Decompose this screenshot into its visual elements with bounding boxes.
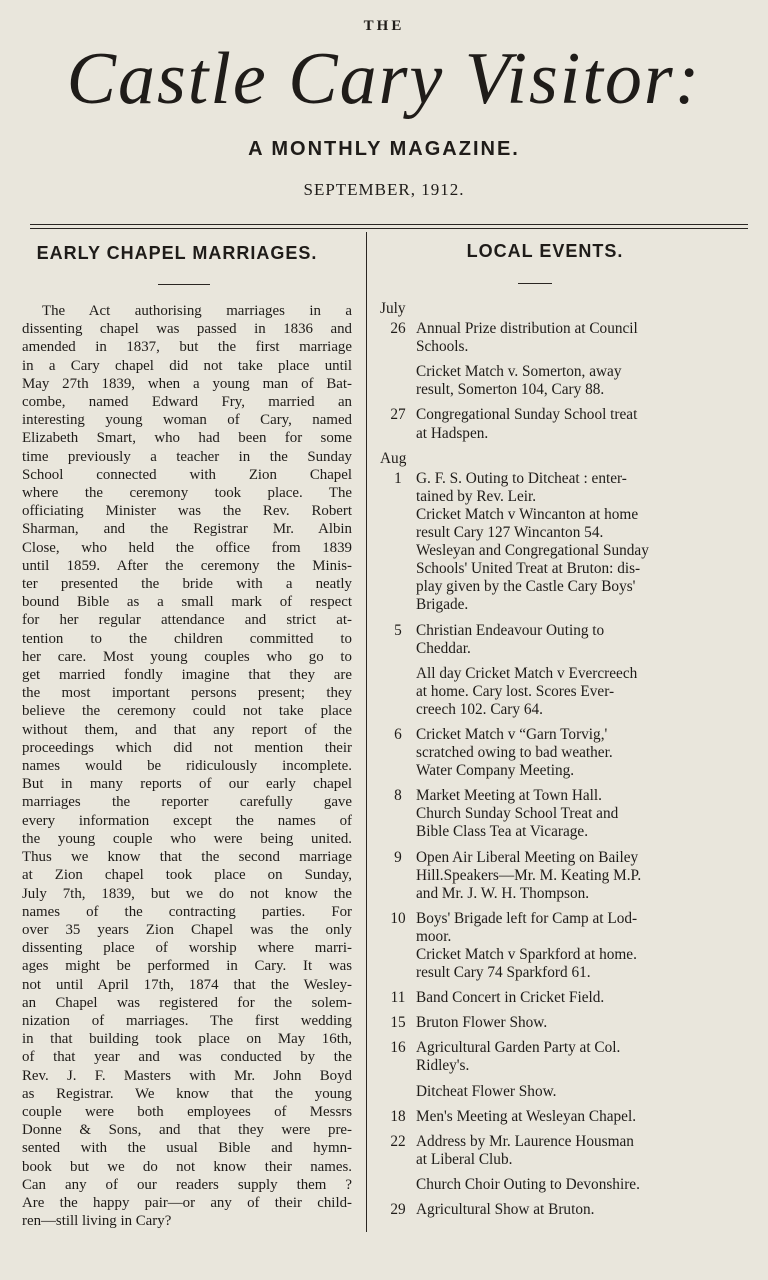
article-line: for her regular attendance and strict at-: [22, 612, 352, 629]
event-item: [380, 726, 716, 780]
event-line: Ditcheat Flower Show.: [416, 1082, 557, 1100]
event-item: [380, 1176, 716, 1194]
article-line: Donne & Sons, and that they were pre-: [22, 1122, 352, 1139]
event-text: [416, 787, 716, 841]
article-body: [22, 302, 352, 1230]
article-line: get married fondly imagine that they are: [22, 667, 352, 684]
article-line: combe, named Edward Fry, married an: [22, 394, 352, 411]
month-label: July: [380, 300, 406, 317]
event-item: [380, 320, 716, 356]
masthead-subtitle: A MONTHLY MAGAZINE.: [248, 138, 520, 160]
article-line: the young couple who were being united.: [22, 830, 352, 847]
article-line: nization of marriages. The first wedding: [22, 1012, 352, 1029]
article-line: ages might be performed in Cary. It was: [22, 958, 352, 975]
event-line: tained by Rev. Leir.: [416, 487, 537, 505]
event-line: Church Choir Outing to Devonshire.: [416, 1175, 640, 1193]
article-line: Are the happy pair—or any of their child-: [22, 1194, 352, 1211]
article-line: marriages the reporter carefully gave: [22, 794, 352, 811]
article-line: Sharman, and the Registrar Mr. Albin: [22, 521, 352, 538]
event-item: [380, 406, 716, 442]
article-heading: EARLY CHAPEL MARRIAGES.: [36, 243, 318, 263]
event-item: [380, 1083, 716, 1101]
event-line: and Mr. J. W. H. Thompson.: [416, 884, 590, 902]
event-line: at home. Cary lost. Scores Ever-: [416, 682, 615, 700]
article-line: Thus we know that the second marriage: [22, 849, 352, 866]
events-heading: LOCAL EVENTS.: [466, 241, 624, 261]
event-day: 6: [394, 725, 402, 743]
event-day: 18: [390, 1107, 406, 1125]
article-line: tention to the children committed to: [22, 630, 352, 647]
event-item: [380, 470, 716, 615]
article-line: Rev. J. F. Masters with Mr. John Boyd: [22, 1067, 352, 1084]
article-line: But in many reports of our early chapel: [22, 776, 352, 793]
event-line: Cricket Match v Sparkford at home.: [416, 946, 637, 963]
event-text: [416, 1133, 716, 1169]
event-line: result, Somerton 104, Cary 88.: [416, 381, 605, 399]
article-line: names of the contracting parties. For: [22, 903, 352, 920]
masthead-rule: [30, 224, 748, 229]
event-text: [416, 1108, 716, 1126]
events-heading-rule: [518, 283, 552, 284]
article-line: at Zion chapel took place on Sunday,: [22, 867, 352, 884]
event-day: 10: [390, 909, 406, 927]
event-line: Congregational Sunday School treat: [416, 406, 638, 424]
masthead-title: Castle Cary Visitor:: [66, 38, 702, 120]
event-line: Wesleyan and Congregational Sunday: [416, 542, 649, 560]
article-line: May 27th 1839, when a young man of Bat-: [22, 375, 352, 392]
event-text: [416, 320, 716, 356]
event-line: Cricket Match v “Garn Torvig,': [416, 725, 608, 743]
event-text: [416, 406, 716, 442]
event-day: [380, 1176, 416, 1194]
event-line: Annual Prize distribution at Council: [416, 320, 638, 338]
event-item: [380, 910, 716, 982]
article-line: where the ceremony took place. The: [22, 485, 352, 502]
event-item: [380, 363, 716, 399]
article-line: dissenting place of worship where marri-: [22, 940, 352, 957]
event-text: [416, 849, 716, 903]
article-line: dissenting chapel was passed in 1836 and: [22, 321, 352, 338]
article-line: The Act authorising marriages in a: [42, 303, 352, 319]
event-line: play given by the Castle Cary Boys': [416, 578, 636, 596]
event-text: [416, 1083, 716, 1101]
event-item: [380, 622, 716, 658]
article-line: sented with the usual Bible and hymn-: [22, 1140, 352, 1157]
event-text: [416, 726, 716, 780]
event-day: 16: [390, 1039, 406, 1057]
event-day: 11: [390, 989, 406, 1007]
event-day: 22: [390, 1132, 406, 1150]
event-item: [380, 849, 716, 903]
article-line: not until April 17th, 1874 that the Wesley-: [22, 976, 352, 993]
article-line: officiating Minister was the Rev. Robert: [22, 503, 352, 520]
event-day: 5: [394, 621, 402, 639]
masthead-the: THE: [363, 18, 405, 34]
event-line: Agricultural Garden Party at Col.: [416, 1039, 621, 1057]
event-item: [380, 665, 716, 719]
article-line: Elizabeth Smart, who had been for some: [22, 430, 352, 447]
event-line: Water Company Meeting.: [416, 762, 575, 780]
event-line: Hill.Speakers—Mr. M. Keating M.P.: [416, 866, 642, 884]
column-divider: [366, 232, 367, 1232]
article-line: her care. Most young couples who go to: [22, 648, 352, 665]
event-item: [380, 1201, 716, 1219]
event-line: All day Cricket Match v Evercreech: [416, 664, 638, 682]
event-day: [380, 1083, 416, 1101]
event-day: 29: [390, 1201, 406, 1219]
event-line: Schools' United Treat at Bruton: dis-: [416, 560, 641, 578]
article-line: School connected with Zion Chapel: [22, 466, 352, 483]
event-line: Cricket Match v. Somerton, away: [416, 363, 622, 381]
event-line: Band Concert in Cricket Field.: [416, 989, 605, 1007]
article-line: the most important persons present; they: [22, 685, 352, 702]
article-line: July 7th, 1839, but we do not know the: [22, 885, 352, 902]
article-line: time previously a teacher in the Sunday: [22, 448, 352, 465]
article-line: in a Cary chapel did not take place until: [22, 357, 352, 374]
event-item: [380, 787, 716, 841]
event-line: Bruton Flower Show.: [416, 1014, 548, 1032]
event-line: Boys' Brigade left for Camp at Lod-: [416, 909, 638, 927]
event-line: Cricket Match v Wincanton at home: [416, 505, 639, 523]
event-item: [380, 1014, 716, 1032]
event-text: [416, 910, 716, 982]
event-line: result Cary 127 Wincanton 54.: [416, 524, 604, 542]
issue-date: SEPTEMBER, 1912.: [303, 180, 465, 199]
event-text: [416, 1039, 716, 1075]
article-line: every information except the names of: [22, 812, 352, 829]
article-line: ren—still living in Cary?: [22, 1213, 172, 1230]
event-line: G. F. S. Outing to Ditcheat : enter-: [416, 469, 627, 487]
event-line: Agricultural Show at Bruton.: [416, 1201, 595, 1219]
event-day: 26: [390, 320, 406, 338]
event-line: Church Sunday School Treat and: [416, 805, 619, 823]
event-line: Address by Mr. Laurence Housman: [416, 1132, 634, 1150]
month-label: Aug: [380, 449, 407, 467]
event-text: [416, 989, 716, 1007]
event-line: Market Meeting at Town Hall.: [416, 787, 602, 805]
event-item: [380, 1039, 716, 1075]
event-text: [416, 470, 716, 615]
event-day: 8: [394, 787, 402, 805]
article-line: book but we do not know their names.: [22, 1158, 352, 1175]
article-heading-rule: [158, 284, 210, 285]
event-line: Ridley's.: [416, 1057, 470, 1075]
article-line: proceedings which did not mention their: [22, 739, 352, 756]
event-line: Cheddar.: [416, 639, 471, 657]
event-day: 15: [390, 1014, 406, 1032]
article-line: names would be ridiculously incomplete.: [22, 758, 352, 775]
article-line: Close, who held the office from 1839: [22, 539, 352, 556]
event-item: [380, 1133, 716, 1169]
event-item: [380, 1108, 716, 1126]
article-line: until 1859. After the ceremony the Minis-: [22, 557, 352, 574]
event-line: at Liberal Club.: [416, 1150, 513, 1168]
event-line: Brigade.: [416, 596, 469, 614]
event-line: Bible Class Tea at Vicarage.: [416, 823, 589, 841]
event-line: result Cary 74 Sparkford 61.: [416, 964, 591, 982]
event-line: scratched owing to bad weather.: [416, 744, 613, 762]
article-line: without them, and that any report of the: [22, 721, 352, 738]
event-text: [416, 1176, 716, 1194]
event-day: 1: [394, 469, 402, 487]
event-text: [416, 1201, 716, 1219]
article-line: interesting young woman of Cary, named: [22, 412, 352, 429]
event-line: Christian Endeavour Outing to: [416, 621, 605, 639]
event-text: [416, 363, 716, 399]
event-day: [380, 665, 416, 719]
event-item: [380, 989, 716, 1007]
event-text: [416, 1014, 716, 1032]
event-line: at Hadspen.: [416, 424, 489, 442]
article-line: of that year and was conducted by the: [22, 1049, 352, 1066]
article-line: in that building took place on May 16th,: [22, 1031, 352, 1048]
event-text: [416, 665, 716, 719]
event-line: Open Air Liberal Meeting on Bailey: [416, 848, 639, 866]
event-day: [380, 363, 416, 399]
event-line: moor.: [416, 927, 452, 945]
article-line: ter presented the bride with a neatly: [22, 576, 352, 593]
article-line: Can any of our readers supply them ?: [22, 1176, 352, 1193]
article-line: an Chapel was registered for the solem-: [22, 994, 352, 1011]
event-day: 9: [394, 848, 402, 866]
article-line: over 35 years Zion Chapel was the only: [22, 921, 352, 938]
event-day: 27: [390, 406, 406, 424]
article-line: amended in 1837, but the first marriage: [22, 339, 352, 356]
event-line: creech 102. Cary 64.: [416, 700, 543, 718]
event-text: [416, 622, 716, 658]
event-line: Men's Meeting at Wesleyan Chapel.: [416, 1107, 637, 1125]
event-line: Schools.: [416, 338, 469, 356]
article-line: bound Bible as a small mark of respect: [22, 594, 352, 611]
article-line: believe the ceremony could not take place: [22, 703, 352, 720]
events-list: [380, 300, 716, 1226]
article-line: couple were both employees of Messrs: [22, 1103, 352, 1120]
article-line: as Registrar. We know that the young: [22, 1085, 352, 1102]
